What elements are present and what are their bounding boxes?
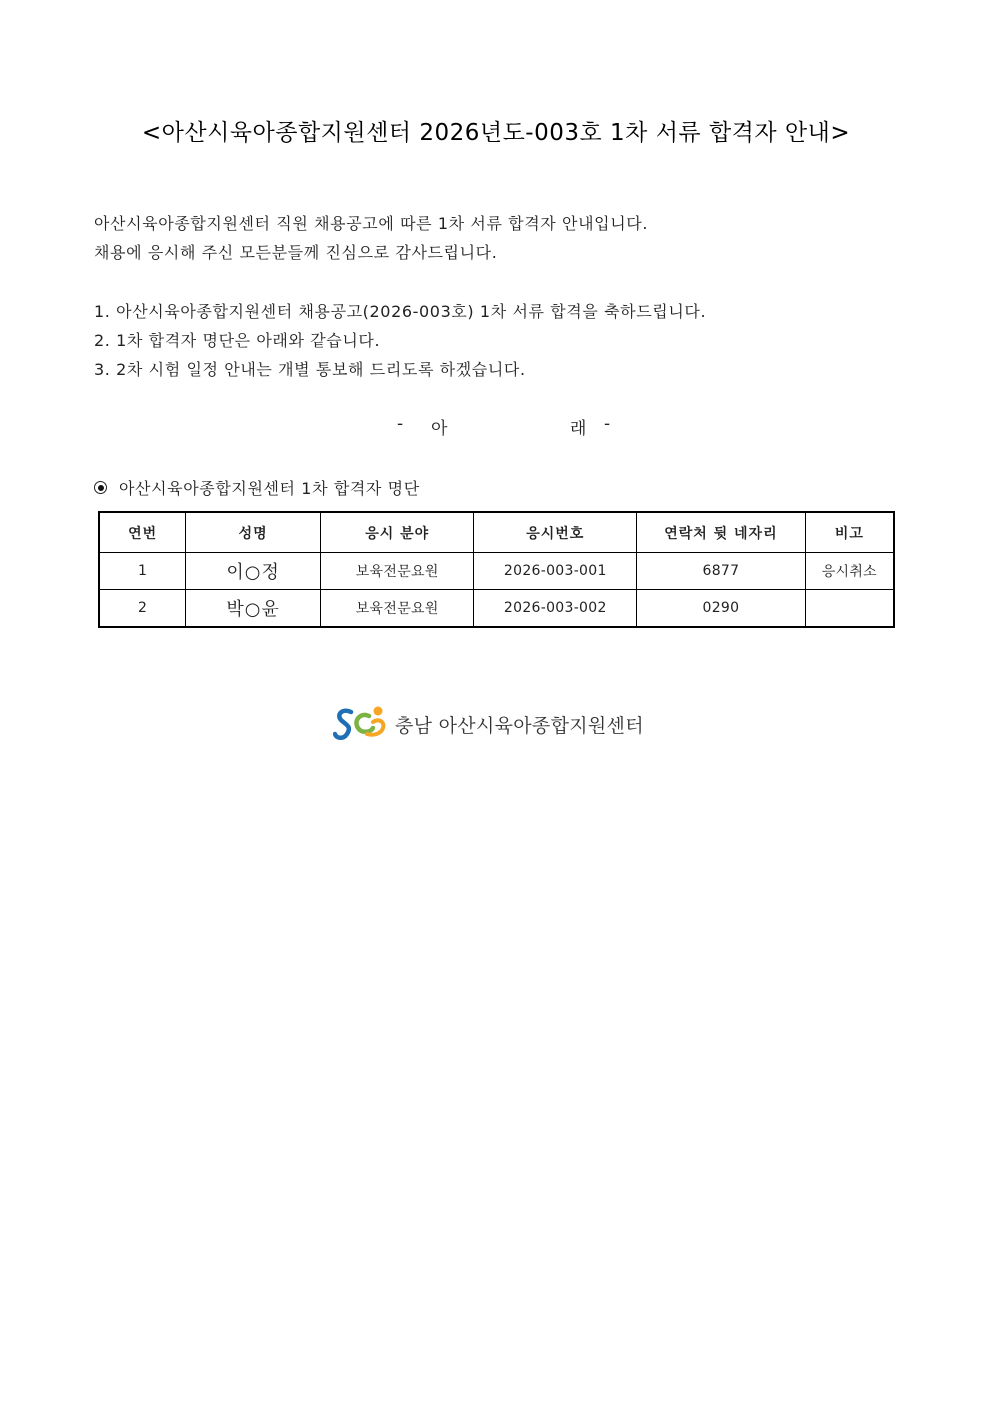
list-heading (94, 476, 420, 499)
intro-line: 아산시육아종합지원센터 직원 채용공고에 따른 1차 서류 합격자 안내입니다. (94, 214, 649, 233)
column-header: 응시 분야 (320, 512, 474, 553)
list-heading-text: 아산시육아종합지원센터 1차 합격자 명단 (119, 479, 420, 498)
radio-bullet-icon (94, 481, 107, 494)
footer-logo (333, 704, 644, 744)
cell-name: 이○정 (186, 553, 321, 590)
cell-remarks: 응시취소 (805, 553, 894, 590)
cell-remarks (805, 590, 894, 628)
notice-item: 2. 1차 합격자 명단은 아래와 같습니다. (94, 331, 381, 350)
column-header: 비고 (805, 512, 894, 553)
intro-line: 채용에 응시해 주신 모든분들께 진심으로 감사드립니다. (94, 243, 498, 262)
below-word-1: 아 (431, 419, 448, 439)
page-title: <아산시육아종합지원센터 2026년도-003호 1차 서류 합격자 안내> (141, 120, 851, 146)
cell-exam-number: 2026-003-001 (474, 553, 637, 590)
column-header: 응시번호 (474, 512, 637, 553)
cell-name: 박○윤 (186, 590, 321, 628)
table-header-row (99, 512, 894, 553)
table-row (99, 590, 894, 628)
below-word-2: 래 (570, 419, 587, 439)
passer-table (98, 511, 895, 628)
cell-exam-number: 2026-003-002 (474, 590, 637, 628)
column-header: 연락처 뒷 네자리 (637, 512, 806, 553)
cell-no: 2 (99, 590, 186, 628)
notice-items (94, 297, 706, 384)
table-row (99, 553, 894, 590)
footer-org-name: 충남 아산시육아종합지원센터 (395, 714, 644, 737)
dash-right: - (604, 414, 611, 434)
cell-no: 1 (99, 553, 186, 590)
column-header: 성명 (186, 512, 321, 553)
intro-text (94, 209, 648, 267)
dash-left: - (397, 414, 404, 434)
column-header: 연번 (99, 512, 186, 553)
cell-field: 보육전문요원 (320, 590, 474, 628)
center-logo-icon (333, 704, 389, 744)
cell-phone-last4: 6877 (637, 553, 806, 590)
notice-item: 1. 아산시육아종합지원센터 채용공고(2026-003호) 1차 서류 합격을 축하드립니다. (94, 302, 707, 321)
cell-phone-last4: 0290 (637, 590, 806, 628)
cell-field: 보육전문요원 (320, 553, 474, 590)
notice-item: 3. 2차 시험 일정 안내는 개별 통보해 드리도록 하겠습니다. (94, 360, 526, 379)
